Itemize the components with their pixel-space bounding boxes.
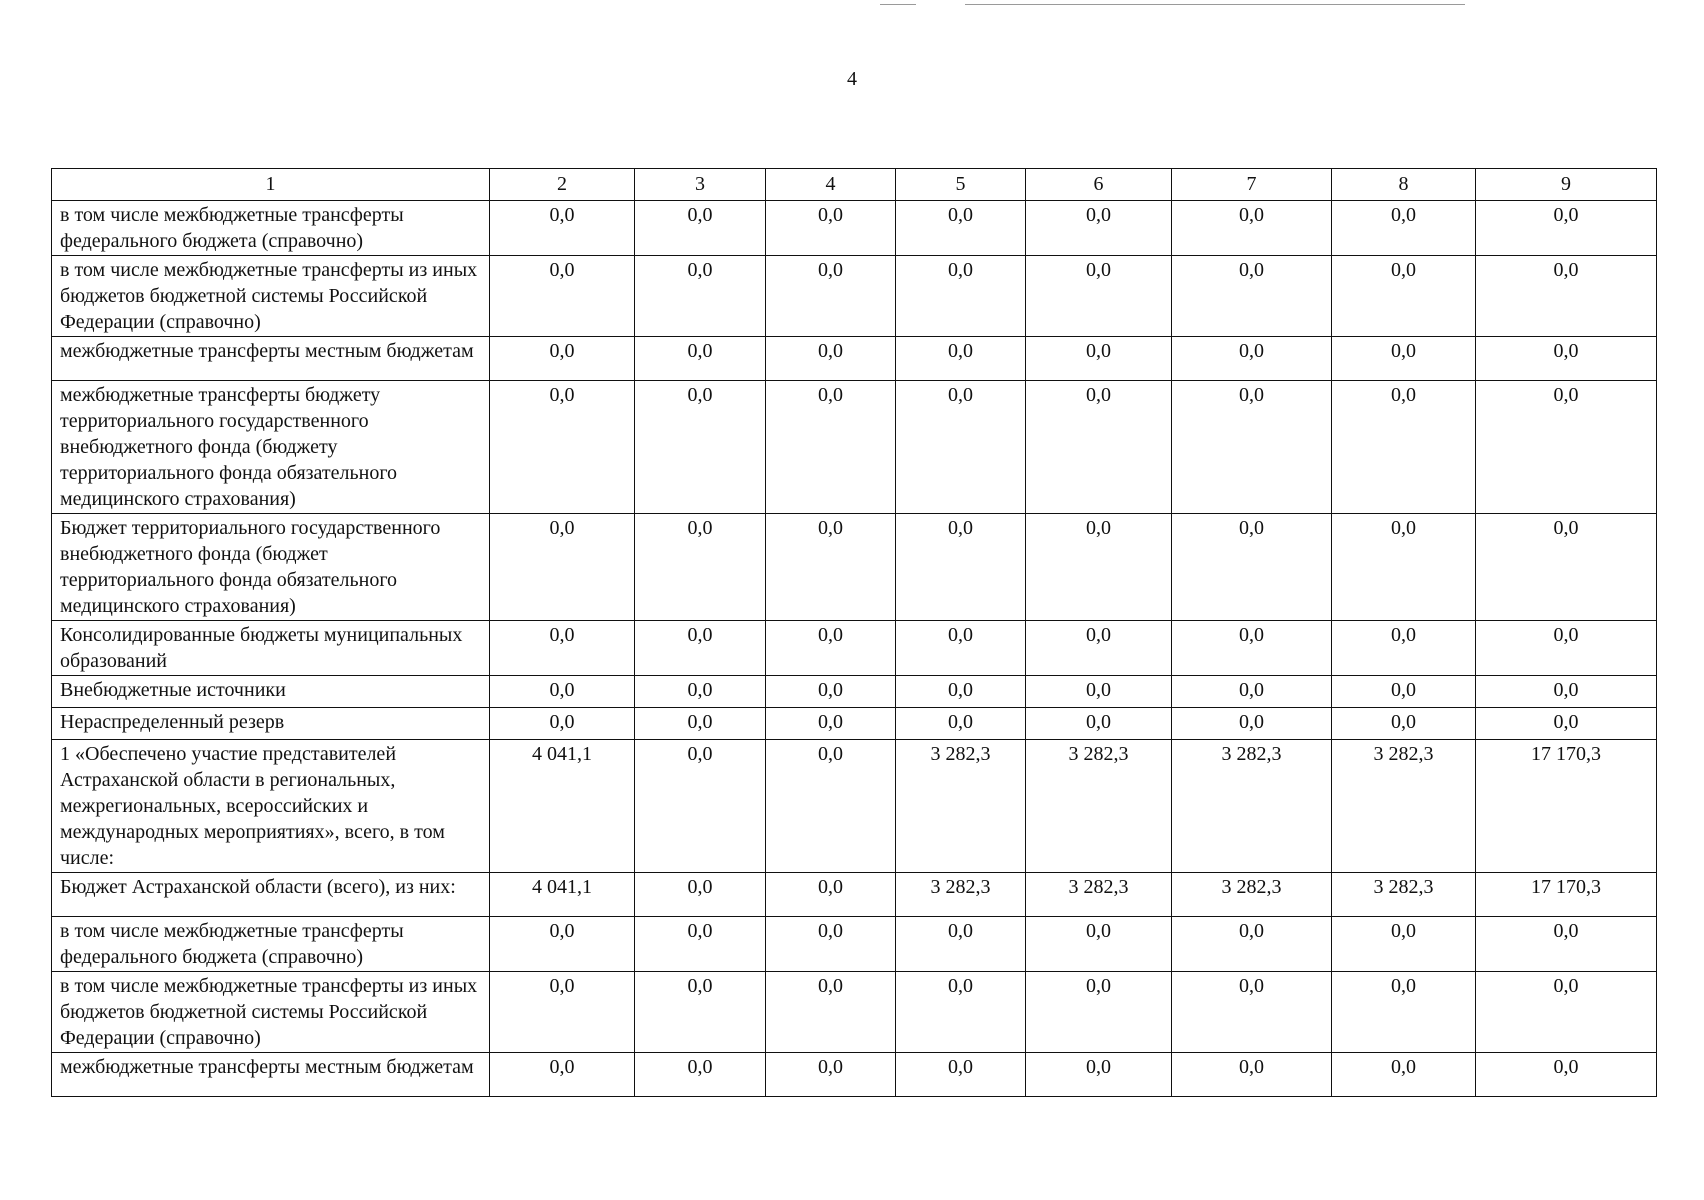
value-cell: 3 282,3 xyxy=(1026,740,1172,873)
value-cell: 0,0 xyxy=(1026,676,1172,708)
value-cell: 0,0 xyxy=(1172,1053,1332,1097)
column-header: 1 xyxy=(52,169,490,201)
value-cell: 0,0 xyxy=(766,873,896,917)
value-cell: 3 282,3 xyxy=(1172,873,1332,917)
value-cell: 0,0 xyxy=(1026,917,1172,972)
value-cell: 0,0 xyxy=(766,337,896,381)
budget-table xyxy=(51,168,1657,1097)
value-cell: 0,0 xyxy=(766,256,896,337)
value-cell: 0,0 xyxy=(635,621,766,676)
value-cell: 0,0 xyxy=(1332,337,1476,381)
value-cell: 0,0 xyxy=(1026,1053,1172,1097)
value-cell: 0,0 xyxy=(896,1053,1026,1097)
value-cell: 4 041,1 xyxy=(490,873,635,917)
value-cell: 0,0 xyxy=(896,381,1026,514)
value-cell: 17 170,3 xyxy=(1476,873,1657,917)
value-cell: 0,0 xyxy=(635,514,766,621)
value-cell: 0,0 xyxy=(896,514,1026,621)
value-cell: 0,0 xyxy=(490,381,635,514)
table-row xyxy=(52,337,1657,381)
value-cell: 0,0 xyxy=(896,676,1026,708)
table-row xyxy=(52,256,1657,337)
value-cell: 0,0 xyxy=(635,256,766,337)
value-cell: 0,0 xyxy=(766,917,896,972)
value-cell: 0,0 xyxy=(766,514,896,621)
value-cell: 0,0 xyxy=(1332,676,1476,708)
value-cell: 0,0 xyxy=(1172,381,1332,514)
row-label: в том числе межбюджетные трансферты из иных бюджетов бюджетной системы Российской Федерации (справочно) xyxy=(52,256,490,337)
value-cell: 4 041,1 xyxy=(490,740,635,873)
value-cell: 0,0 xyxy=(1332,514,1476,621)
table-row xyxy=(52,917,1657,972)
value-cell: 0,0 xyxy=(1476,621,1657,676)
value-cell: 0,0 xyxy=(766,1053,896,1097)
value-cell: 0,0 xyxy=(766,381,896,514)
value-cell: 0,0 xyxy=(1476,1053,1657,1097)
scan-artifact-line xyxy=(880,4,916,5)
row-label: межбюджетные трансферты местным бюджетам xyxy=(52,337,490,381)
page-number: 4 xyxy=(847,68,857,90)
column-header: 7 xyxy=(1172,169,1332,201)
value-cell: 0,0 xyxy=(635,917,766,972)
value-cell: 0,0 xyxy=(1172,514,1332,621)
value-cell: 0,0 xyxy=(1476,201,1657,256)
value-cell: 0,0 xyxy=(1332,1053,1476,1097)
column-header: 8 xyxy=(1332,169,1476,201)
value-cell: 0,0 xyxy=(635,201,766,256)
row-label: Бюджет Астраханской области (всего), из них: xyxy=(52,873,490,917)
column-header: 6 xyxy=(1026,169,1172,201)
value-cell: 0,0 xyxy=(1332,708,1476,740)
row-label: в том числе межбюджетные трансферты федерального бюджета (справочно) xyxy=(52,201,490,256)
value-cell: 3 282,3 xyxy=(896,873,1026,917)
value-cell: 0,0 xyxy=(1476,514,1657,621)
value-cell: 0,0 xyxy=(1026,514,1172,621)
value-cell: 0,0 xyxy=(1172,917,1332,972)
value-cell: 0,0 xyxy=(1026,337,1172,381)
value-cell: 3 282,3 xyxy=(896,740,1026,873)
value-cell: 0,0 xyxy=(1476,972,1657,1053)
table-row xyxy=(52,708,1657,740)
value-cell: 0,0 xyxy=(1172,201,1332,256)
value-cell: 0,0 xyxy=(1172,256,1332,337)
value-cell: 0,0 xyxy=(1476,708,1657,740)
value-cell: 0,0 xyxy=(766,621,896,676)
row-label: межбюджетные трансферты местным бюджетам xyxy=(52,1053,490,1097)
value-cell: 0,0 xyxy=(896,256,1026,337)
table-row xyxy=(52,740,1657,873)
row-label: межбюджетные трансферты бюджету территориального государственного внебюджетного фонда (бюджету территориального фонда обязательного медицинского страхования) xyxy=(52,381,490,514)
value-cell: 0,0 xyxy=(1026,256,1172,337)
value-cell: 0,0 xyxy=(490,972,635,1053)
value-cell: 0,0 xyxy=(490,201,635,256)
value-cell: 0,0 xyxy=(635,337,766,381)
table-row xyxy=(52,201,1657,256)
value-cell: 0,0 xyxy=(1172,708,1332,740)
value-cell: 0,0 xyxy=(490,708,635,740)
value-cell: 0,0 xyxy=(1476,676,1657,708)
value-cell: 0,0 xyxy=(635,708,766,740)
value-cell: 0,0 xyxy=(1476,337,1657,381)
value-cell: 0,0 xyxy=(1026,381,1172,514)
value-cell: 0,0 xyxy=(490,917,635,972)
value-cell: 0,0 xyxy=(635,873,766,917)
value-cell: 0,0 xyxy=(1026,972,1172,1053)
value-cell: 17 170,3 xyxy=(1476,740,1657,873)
table-row xyxy=(52,621,1657,676)
table-row xyxy=(52,873,1657,917)
table-row xyxy=(52,1053,1657,1097)
row-label: Внебюджетные источники xyxy=(52,676,490,708)
value-cell: 0,0 xyxy=(1476,256,1657,337)
value-cell: 0,0 xyxy=(1332,381,1476,514)
value-cell: 0,0 xyxy=(1026,621,1172,676)
value-cell: 0,0 xyxy=(896,708,1026,740)
value-cell: 0,0 xyxy=(1476,381,1657,514)
row-label: Нераспределенный резерв xyxy=(52,708,490,740)
value-cell: 0,0 xyxy=(1172,972,1332,1053)
table-row xyxy=(52,514,1657,621)
value-cell: 0,0 xyxy=(766,201,896,256)
value-cell: 0,0 xyxy=(490,337,635,381)
value-cell: 0,0 xyxy=(766,708,896,740)
row-label: в том числе межбюджетные трансферты федерального бюджета (справочно) xyxy=(52,917,490,972)
row-label: в том числе межбюджетные трансферты из иных бюджетов бюджетной системы Российской Федерации (справочно) xyxy=(52,972,490,1053)
value-cell: 0,0 xyxy=(1332,917,1476,972)
table-row xyxy=(52,676,1657,708)
value-cell: 0,0 xyxy=(896,201,1026,256)
value-cell: 0,0 xyxy=(896,917,1026,972)
value-cell: 0,0 xyxy=(635,1053,766,1097)
scan-artifact-line xyxy=(965,4,1465,5)
value-cell: 0,0 xyxy=(490,676,635,708)
column-header: 2 xyxy=(490,169,635,201)
value-cell: 0,0 xyxy=(766,676,896,708)
value-cell: 0,0 xyxy=(766,740,896,873)
value-cell: 0,0 xyxy=(1172,676,1332,708)
value-cell: 0,0 xyxy=(1172,621,1332,676)
row-label: 1 «Обеспечено участие представителей Астраханской области в региональных, межрегиональных, всероссийских и международных мероприятиях», всего, в том числе: xyxy=(52,740,490,873)
value-cell: 0,0 xyxy=(635,740,766,873)
table-body xyxy=(52,201,1657,1097)
value-cell: 0,0 xyxy=(896,621,1026,676)
column-header: 4 xyxy=(766,169,896,201)
value-cell: 0,0 xyxy=(1332,621,1476,676)
value-cell: 0,0 xyxy=(1172,337,1332,381)
column-header: 5 xyxy=(896,169,1026,201)
value-cell: 0,0 xyxy=(490,1053,635,1097)
table-row xyxy=(52,381,1657,514)
value-cell: 0,0 xyxy=(1332,201,1476,256)
value-cell: 0,0 xyxy=(896,337,1026,381)
row-label: Бюджет территориального государственного внебюджетного фонда (бюджет территориального фонда обязательного медицинского страхования) xyxy=(52,514,490,621)
value-cell: 0,0 xyxy=(635,972,766,1053)
value-cell: 0,0 xyxy=(490,256,635,337)
value-cell: 0,0 xyxy=(1026,708,1172,740)
value-cell: 0,0 xyxy=(490,621,635,676)
value-cell: 0,0 xyxy=(896,972,1026,1053)
value-cell: 3 282,3 xyxy=(1026,873,1172,917)
table-header-row xyxy=(52,169,1657,201)
value-cell: 0,0 xyxy=(635,676,766,708)
value-cell: 3 282,3 xyxy=(1332,873,1476,917)
column-header: 3 xyxy=(635,169,766,201)
row-label: Консолидированные бюджеты муниципальных образований xyxy=(52,621,490,676)
value-cell: 3 282,3 xyxy=(1332,740,1476,873)
column-header: 9 xyxy=(1476,169,1657,201)
value-cell: 0,0 xyxy=(635,381,766,514)
value-cell: 0,0 xyxy=(1332,972,1476,1053)
value-cell: 0,0 xyxy=(1332,256,1476,337)
value-cell: 0,0 xyxy=(490,514,635,621)
value-cell: 0,0 xyxy=(1026,201,1172,256)
table-row xyxy=(52,972,1657,1053)
value-cell: 3 282,3 xyxy=(1172,740,1332,873)
value-cell: 0,0 xyxy=(766,972,896,1053)
value-cell: 0,0 xyxy=(1476,917,1657,972)
